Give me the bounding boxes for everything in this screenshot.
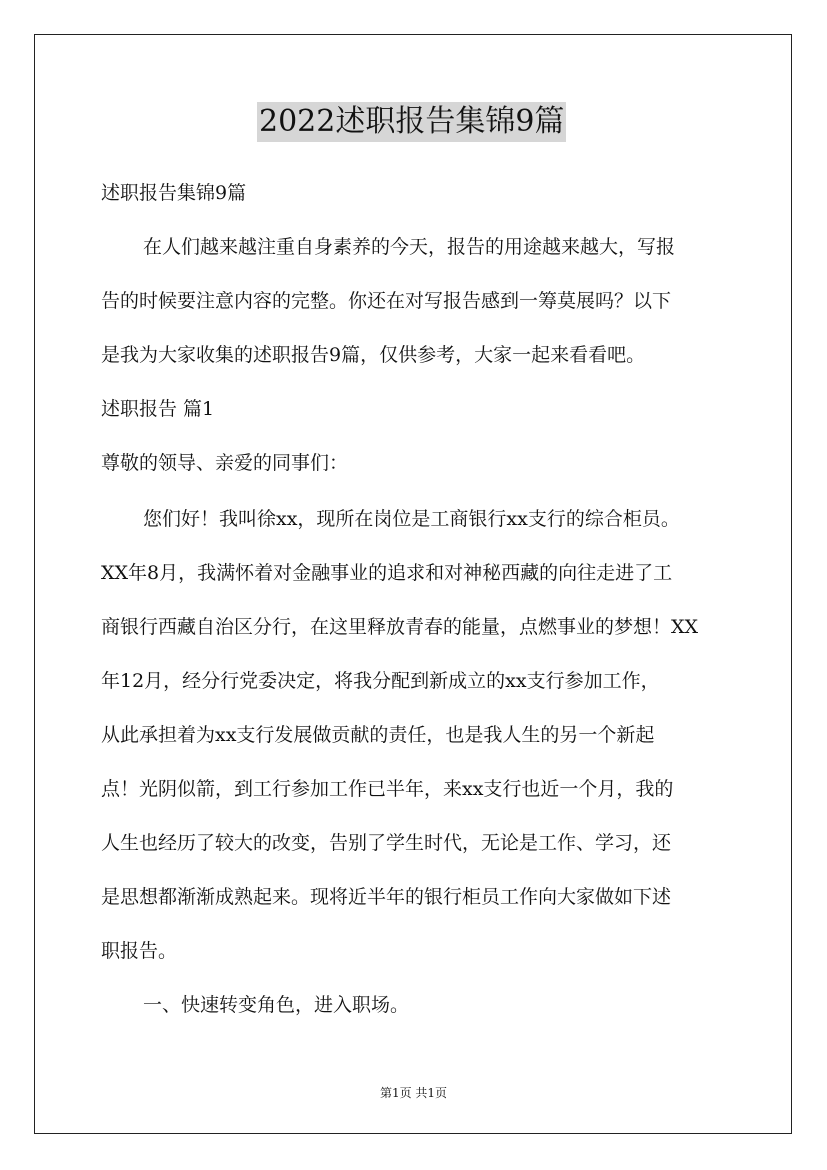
document-subtitle: 述职报告集锦9篇 [101,182,247,204]
paragraph-line-8: 从此承担着为xx支行发展做贡献的责任，也是我人生的另一个新起 [101,724,655,746]
paragraph-line-4: 您们好！我叫徐xx，现所在岗位是工商银行xx支行的综合柜员。 [143,508,680,530]
paragraph-line-1: 在人们越来越注重自身素养的今天，报告的用途越来越大，写报 [143,236,676,258]
section-heading-1: 述职报告 篇1 [101,398,215,420]
paragraph-line-10: 人生也经历了较大的改变，告别了学生时代，无论是工作、学习，还 [101,832,672,854]
paragraph-line-11: 是思想都渐渐成熟起来。现将近半年的银行柜员工作向大家做如下述 [101,886,672,908]
paragraph-line-12: 职报告。 [101,940,178,962]
section-heading-2: 一、快速转变角色，进入职场。 [143,994,410,1016]
paragraph-line-9: 点！光阴似箭，到工行参加工作已半年，来xx支行也近一个月，我的 [101,778,674,800]
page-footer: 第1页 共1页 [379,1086,448,1100]
paragraph-line-5: XX年8月，我满怀着对金融事业的追求和对神秘西藏的向往走进了工 [101,562,673,584]
salutation: 尊敬的领导、亲爱的同事们： [101,452,349,474]
paragraph-line-3: 是我为大家收集的述职报告9篇，仅供参考，大家一起来看看吧。 [101,344,646,366]
document-title: 2022述职报告集锦9篇 [257,102,566,142]
paragraph-line-2: 告的时候要注意内容的完整。你还在对写报告感到一筹莫展吗？以下 [101,290,672,312]
paragraph-line-6: 商银行西藏自治区分行，在这里释放青春的能量，点燃事业的梦想！XX [101,616,699,638]
paragraph-line-7: 年12月，经分行党委决定，将我分配到新成立的xx支行参加工作， [101,670,660,692]
